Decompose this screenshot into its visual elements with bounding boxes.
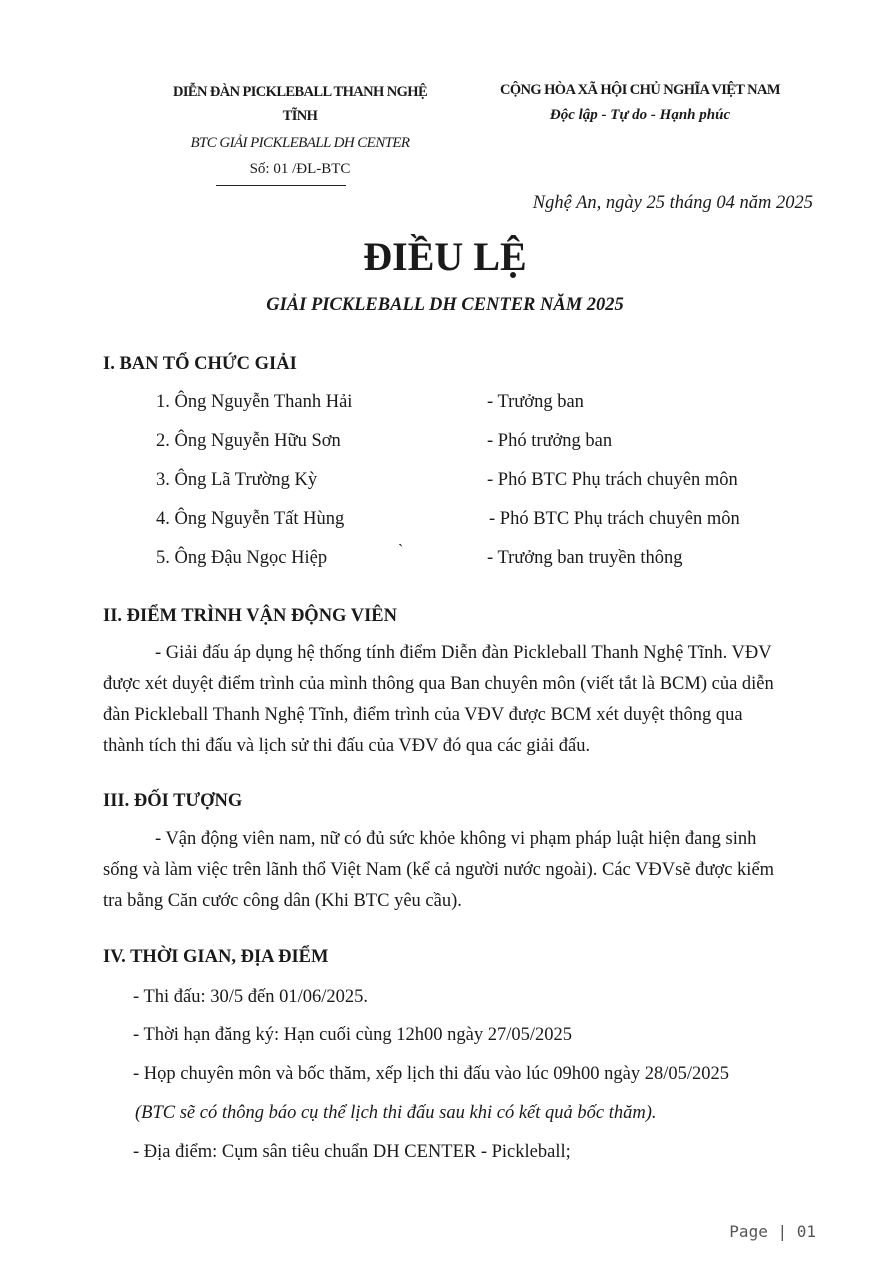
member-name: 5. Ông Đậu Ngọc Hiệp [156, 548, 328, 568]
header-underline [216, 185, 346, 186]
venue-line: - Địa điểm: Cụm sân tiêu chuẩn DH CENTER - Pickleball; [133, 1142, 571, 1162]
section-2-paragraph [103, 638, 817, 762]
member-name: 2. Ông Nguyễn Hữu Sơn [156, 431, 341, 451]
paragraph-line: - Giải đấu áp dụng hệ thống tính điểm Diễn đàn Pickleball Thanh Nghệ Tĩnh. VĐV [155, 643, 772, 663]
header-organization [150, 80, 450, 182]
section-3-heading: III. ĐỐI TƯỢNG [103, 791, 243, 811]
page-number: Page | 01 [729, 1222, 816, 1241]
paragraph-line: sống và làm việc trên lãnh thổ Việt Nam (kể cả người nước ngoài). Các VĐVsẽ được kiểm [103, 860, 775, 880]
section-4-heading: IV. THỜI GIAN, ĐỊA ĐIỂM [103, 947, 329, 967]
member-role: - Phó BTC Phụ trách chuyên môn [487, 470, 738, 490]
org-name-line1: DIỄN ĐÀN PICKLEBALL THANH NGHỆ [172, 84, 428, 100]
schedule-line: - Thi đấu: 30/5 đến 01/06/2025. [133, 987, 368, 1007]
member-name: 1. Ông Nguyễn Thanh Hải [156, 392, 353, 412]
stray-mark: ` [398, 542, 404, 559]
member-row [156, 428, 816, 454]
paragraph-line: đàn Pickleball Thanh Nghệ Tĩnh, điểm trình của VĐV được BCM xét duyệt thông qua [103, 705, 743, 725]
member-name: 4. Ông Nguyễn Tất Hùng [156, 509, 345, 529]
member-row [156, 545, 816, 571]
section-2-heading: II. ĐIỂM TRÌNH VẬN ĐỘNG VIÊN [103, 606, 397, 626]
paragraph-line: tra bằng Căn cước công dân (Khi BTC yêu cầu). [103, 891, 462, 911]
paragraph-line: thành tích thi đấu và lịch sử thi đấu của VĐV đó qua các giải đấu. [103, 736, 591, 756]
schedule-note: (BTC sẽ có thông báo cụ thể lịch thi đấu sau khi có kết quả bốc thăm). [135, 1103, 657, 1123]
member-row [156, 389, 816, 415]
btc-name: BTC GIẢI PICKLEBALL DH CENTER [190, 135, 410, 151]
document-date: Nghệ An, ngày 25 tháng 04 năm 2025 [532, 193, 813, 213]
meeting-line: - Họp chuyên môn và bốc thăm, xếp lịch thi đấu vào lúc 09h00 ngày 28/05/2025 [133, 1064, 729, 1084]
member-role: - Phó BTC Phụ trách chuyên môn [489, 509, 740, 529]
registration-line: - Thời hạn đăng ký: Hạn cuối cùng 12h00 ngày 27/05/2025 [133, 1025, 572, 1045]
nation-name: CỘNG HÒA XÃ HỘI CHỦ NGHĨA VIỆT NAM [500, 82, 780, 98]
member-role: - Trưởng ban [487, 392, 584, 412]
org-name-line2: TĨNH [282, 108, 318, 124]
section-3-paragraph [103, 824, 817, 917]
member-role: - Trưởng ban truyền thông [487, 548, 683, 568]
header-nation [470, 80, 810, 130]
document-number: Số: 01 /ĐL-BTC [249, 161, 351, 177]
member-role: - Phó trưởng ban [487, 431, 613, 451]
document-subtitle: GIẢI PICKLEBALL DH CENTER NĂM 2025 [266, 295, 624, 315]
nation-motto: Độc lập - Tự do - Hạnh phúc [549, 107, 731, 123]
paragraph-line: - Vận động viên nam, nữ có đủ sức khỏe không vi phạm pháp luật hiện đang sinh [155, 829, 757, 849]
member-row [156, 467, 816, 493]
document-title: ĐIỀU LỆ [363, 234, 527, 279]
paragraph-line: được xét duyệt điểm trình của mình thông qua Ban chuyên môn (viết tắt là BCM) của diễn [103, 674, 774, 694]
member-name: 3. Ông Lã Trường Kỳ [156, 470, 318, 490]
section-1-heading: I. BAN TỔ CHỨC GIẢI [103, 354, 297, 374]
member-row [156, 506, 816, 532]
